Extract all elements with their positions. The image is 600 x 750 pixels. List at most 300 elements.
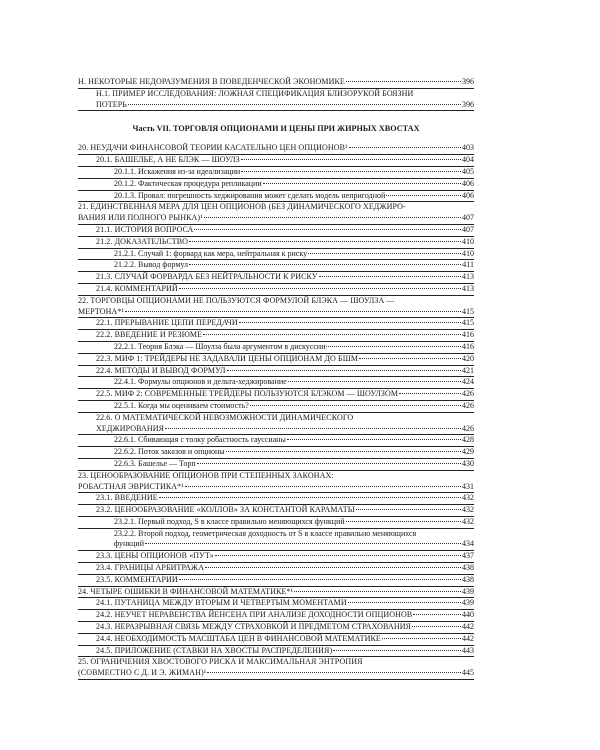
toc-entry[interactable] [78,529,474,552]
toc-entry-text: МИФ 2: СОВРЕМЕННЫЕ ТРЕЙДЕРЫ ПОЛЬЗУЮТСЯ БЛЭКОМ — ШОУЛЗОМ [114,389,399,399]
page-number: 415 [462,306,474,316]
page-number: 429 [462,447,474,457]
toc-entry-text: ТОРГОВЦЫ ОПЦИОНАМИ НЕ ПОЛЬЗУЮТСЯ ФОРМУЛОЙ БЛЭКА — ШОУЛЗА — [90,295,395,305]
toc-entry-title [96,634,381,645]
toc-entry-line [78,77,474,88]
page-number: 431 [462,481,474,491]
dot-leader [349,147,461,148]
toc-entry-text: НЕРАЗРЫВНАЯ СВЯЗЬ МЕЖДУ СТРАХОВКОЙ И ПРЕДМЕТОМ СТРАХОВАНИЯ [114,622,412,632]
toc-entry-number: 22.5.1. [114,400,136,410]
toc-entry-line [114,517,474,528]
toc-entry-number: 21.3. [96,272,113,282]
dot-leader [215,555,461,556]
toc-entry-line [78,668,474,679]
toc-entry-line-cont [114,529,474,540]
toc-entry-text: Поток заказов и опционы [138,447,225,457]
dot-leader [413,614,461,615]
toc-entry-line [96,598,474,609]
toc-entry-title [96,155,240,166]
toc-entry-line-cont [78,202,474,213]
toc-entry-title [114,447,225,458]
toc-entry-line [96,354,474,365]
dot-leader [128,104,461,105]
toc-entry[interactable] [78,202,474,225]
toc-entry-title [78,587,293,598]
toc-entry[interactable] [78,471,474,494]
toc-entry-line [78,307,474,318]
toc-entry-title [114,179,262,190]
toc-entry-number: 22.4.1. [114,377,136,387]
toc-entry-title [96,318,238,329]
dot-leader [356,509,461,510]
toc-entry[interactable] [78,634,474,646]
toc-entry-text: Случай 1: форвард как мера, нейтральная к риску [138,248,308,258]
toc-entry-line [114,539,474,550]
page-number: 407 [462,224,474,234]
toc-entry-title [96,413,353,424]
toc-entry-line [96,272,474,283]
toc-entry-title [78,296,395,307]
toc-entry-line-cont [78,296,474,307]
toc-entry-number: 25. [78,657,89,667]
toc-entry[interactable] [78,342,474,354]
toc-entry-number: Н. [78,77,86,86]
page-number: 437 [462,551,474,561]
toc-entry-line [96,284,474,295]
toc-entry-text: функций [114,539,144,549]
toc-entry[interactable] [78,447,474,459]
toc-entry-title [78,143,348,154]
toc-entry-text: НЕУДАЧИ ФИНАНСОВОЙ ТЕОРИИ КАСАТЕЛЬНО ЦЕН ОПЦИОНОВ¹ [90,143,348,153]
toc-entry-number: 22.6. [96,412,113,422]
page-number: 442 [462,633,474,643]
page-number: 396 [462,99,474,109]
dot-leader [346,521,461,522]
toc-entry-text: ПОТЕРЬ [96,99,127,109]
toc-entry[interactable] [78,622,474,634]
toc-entry-line [96,575,474,586]
toc-entry-line [96,330,474,341]
page-number: 443 [462,645,474,655]
dot-leader [194,229,461,230]
toc-entry[interactable] [78,517,474,529]
toc-entry-text: ОГРАНИЧЕНИЯ ХВОСТОВОГО РИСКА И МАКСИМАЛЬНАЯ ЭНТРОПИЯ [90,657,363,667]
dot-leader [197,463,461,464]
toc-entry-title [114,517,345,528]
toc-entry-line [96,551,474,562]
page-number: 420 [462,353,474,363]
toc-entry-title [78,668,206,679]
toc-entry-title [114,435,286,446]
page-number: 413 [462,283,474,293]
toc-entry-text: ДОКАЗАТЕЛЬСТВО [114,236,189,246]
dot-leader [348,602,461,603]
toc-entry-line [96,318,474,329]
toc-entry-line [96,622,474,633]
toc-entry[interactable] [78,459,474,471]
toc-entry[interactable] [78,354,474,366]
page-number: 404 [462,155,474,165]
toc-entry-text: МЕРТОНА*¹ [78,306,124,316]
toc-entry-text: СЛУЧАЙ ФОРВАРДА БЕЗ НЕЙТРАЛЬНОСТИ К РИСКУ [114,272,318,282]
toc-entry-number: 24.2. [96,610,113,620]
dot-leader [145,543,461,544]
toc-entry-number: 22.3. [96,353,113,363]
toc-entry-number: 21. [78,202,89,212]
toc-entry-title [96,389,398,400]
page-number: 410 [462,248,474,258]
page-number: 439 [462,598,474,608]
toc-entry-number: 20.1.1. [114,166,136,176]
toc-entry[interactable] [78,179,474,191]
page-number: 406 [462,178,474,188]
dot-leader [159,497,461,498]
dot-leader [263,183,461,184]
toc-entry[interactable] [78,551,474,563]
page-number: 432 [462,516,474,526]
page-number: 434 [462,539,474,549]
toc-entry[interactable] [78,598,474,610]
page-number: 406 [462,190,474,200]
toc-entry[interactable] [78,191,474,203]
toc-entry-line [114,342,474,353]
dot-leader [412,626,461,627]
toc-entry-title [96,598,347,609]
dot-leader [189,241,461,242]
page-number: 416 [462,341,474,351]
toc-entry[interactable] [78,493,474,505]
toc-entry-title [78,482,184,493]
dot-leader [346,81,461,82]
page-number: 439 [462,586,474,596]
toc-entry-text: О МАТЕМАТИЧЕСКОЙ НЕВОЗМОЖНОСТИ ДИНАМИЧЕСКОГО [114,412,354,422]
toc-entry-text: Башелье — Торп [138,458,196,468]
toc-entry-title [114,529,416,540]
page-number: 432 [462,505,474,515]
dot-leader [207,672,461,673]
toc-entry-number: Н.1. [96,88,111,98]
toc-entry-text: Вывод формул [138,260,189,270]
dot-leader [359,358,461,359]
toc-entry-number: 21.1. [96,224,113,234]
dot-leader [241,171,461,172]
toc-entry-text: ЦЕНООБРАЗОВАНИЕ ОПЦИОНОВ ПРИ СТЕПЕННЫХ ЗАКОНАХ: [90,470,334,480]
toc-entry[interactable] [78,563,474,575]
toc-entry[interactable] [78,155,474,167]
toc-entry-line-cont [78,471,474,482]
toc-entry-text: ВВЕДЕНИЕ [114,493,158,503]
toc-entry-number: 24.4. [96,633,113,643]
toc-entry-number: 22.2. [96,330,113,340]
toc-entry-text: НЕУЧЕТ НЕРАВЕНСТВА ЙЕНСЕНА ПРИ АНАЛИЗЕ ДОХОДНОСТИ ОПЦИОНОВ [114,610,413,620]
dot-leader [287,439,461,440]
toc-entry-text: ЕДИНСТВЕННАЯ МЕРА ДЛЯ ЦЕН ОПЦИОНОВ (БЕЗ ДИНАМИЧЕСКОГО ХЕДЖИРО- [90,202,406,212]
toc-entry-title [114,377,287,388]
toc-entry-text: ПРЕРЫВАНИЕ ЦЕПИ ПЕРЕДАЧИ [114,318,238,328]
toc-entry-number: 24. [78,586,89,596]
toc-entry-line [114,401,474,412]
dot-leader [319,276,461,277]
page-number: 416 [462,330,474,340]
page-number: 428 [462,435,474,445]
toc-entry-title [96,610,412,621]
toc-entry-line [96,225,474,236]
page-number: 426 [462,423,474,433]
toc-entry-line [96,505,474,516]
toc-entry[interactable] [78,143,474,155]
toc-entry-line [96,610,474,621]
page-number: 403 [462,143,474,153]
toc-entry-title [96,622,411,633]
toc-entry-number: 22.2.1. [114,341,136,351]
dot-leader [250,405,461,406]
page-number: 438 [462,563,474,573]
toc-entry[interactable] [78,366,474,378]
toc-entry-line-cont [96,413,474,424]
toc-entry-text: Формулы опционов и дельта-хеджирование [138,377,287,387]
toc-entry-line [114,447,474,458]
toc-entry[interactable] [78,296,474,319]
toc-entry-text: ЦЕНЫ ОПЦИОНОВ «ПУТ» [114,551,214,561]
toc-entry-title [96,563,204,574]
toc-entry-text: Теория Блэка — Шоулза была аргументом в дискуссии [138,341,326,351]
toc-entry-title [114,191,385,202]
toc-entry-title [114,539,144,550]
page-number: 405 [462,166,474,176]
toc-entry[interactable] [78,587,474,599]
toc-entry[interactable] [78,260,474,272]
toc-entry-title [114,167,240,178]
toc-entry-title [96,424,164,435]
toc-entry-text: ИСТОРИЯ ВОПРОСА [114,224,194,234]
toc-entry[interactable] [78,389,474,401]
toc-entry-number: 22.6.3. [114,458,136,468]
page-number: 426 [462,400,474,410]
page-number: 426 [462,389,474,399]
dot-leader [203,334,461,335]
toc-entry-number: 20.1. [96,155,113,165]
toc-entry-title [96,354,358,365]
toc-entry-title [96,100,127,111]
dot-leader [227,370,461,371]
toc-entry-text: ПРИМЕР ИССЛЕДОВАНИЯ: ЛОЖНАЯ СПЕЦИФИКАЦИЯ БЛИЗОРУКОЙ БОЯЗНИ [112,88,414,98]
toc-entry-text: НЕКОТОРЫЕ НЕДОРАЗУМЕНИЯ В ПОВЕДЕНЧЕСКОЙ ЭКОНОМИКЕ [88,77,345,86]
page-number: 415 [462,318,474,328]
dot-leader [189,264,461,265]
dot-leader [386,195,461,196]
toc-entry-number: 22.6.1. [114,435,136,445]
toc-entry-title [96,575,178,586]
toc-entry-title [78,77,345,88]
toc-entry[interactable] [78,377,474,389]
toc-entry-title [78,202,406,213]
toc-entry-line [114,377,474,388]
page-number: 442 [462,622,474,632]
part-heading: Часть VII. ТОРГОВЛЯ ОПЦИОНАМИ И ЦЕНЫ ПРИ ЖИРНЫХ ХВОСТАХ [132,124,420,134]
toc-entry-line [78,143,474,154]
toc-entry-number: 22.5. [96,389,113,399]
toc-entry-line [114,249,474,260]
toc-entry-title [96,225,193,236]
toc-entry-line [96,634,474,645]
toc-entry[interactable] [78,610,474,622]
toc-entry[interactable] [78,249,474,261]
toc-entry-text: РОБАСТНАЯ ЭВРИСТИКА*¹ [78,481,184,491]
toc-entry[interactable] [78,413,474,436]
toc-entry-title [78,213,203,224]
toc-entry-number: 23. [78,470,89,480]
toc-entry-line [96,646,474,657]
toc-entry[interactable] [78,330,474,342]
toc-entry-number: 22.6.2. [114,447,136,457]
toc-entry-text: Провал: погрешность хеджирования может сделать модель непригодной [138,190,386,200]
page-number: 396 [462,77,474,86]
toc-entry-text: КОММЕНТАРИИ [114,574,178,584]
toc-entry-number: 21.2. [96,236,113,246]
toc-entry-line [96,237,474,248]
dot-leader [399,393,461,394]
toc-entry[interactable] [78,89,474,112]
toc-entry-text: Когда мы оцениваем стоимость? [138,400,249,410]
toc-entry-text: ВАНИЯ ИЛИ ПОЛНОГО РЫНКА)¹ [78,213,203,223]
toc-entry-title [78,307,124,318]
toc-entry[interactable] [78,505,474,517]
toc-entry-title [96,505,355,516]
toc-entry-title [96,330,202,341]
toc-entry-title [114,249,307,260]
toc-entry-text: Сбивающая с толку робастность гауссианы [138,435,286,445]
toc-entry-text: ГРАНИЦЫ АРБИТРАЖА [114,563,205,573]
toc-entry[interactable] [78,225,474,237]
toc-entry-line [96,366,474,377]
page-number: 421 [462,365,474,375]
toc-entry-line [96,493,474,504]
page-number: 445 [462,668,474,678]
toc-entry-text: ПРИЛОЖЕНИЕ (СТАВКИ НА ХВОСТЫ РАСПРЕДЕЛЕНИЯ) [114,645,333,655]
page-number: 430 [462,458,474,468]
toc-entry-text: БАШЕЛЬЕ, А НЕ БЛЭК — ШОУЛЗ [114,155,240,165]
dot-leader [179,288,461,289]
toc-entry-line-cont [96,89,474,100]
toc-entry-line [96,563,474,574]
toc-entry-title [114,401,249,412]
page-number: 413 [462,272,474,282]
toc-entry-number: 24.3. [96,622,113,632]
toc-entry-number: 23.1. [96,493,113,503]
dot-leader [165,428,461,429]
toc-entry[interactable] [78,318,474,330]
toc-entry-title [114,342,325,353]
toc-entry-text: ВВЕДЕНИЕ И РЕЗЮМЕ [114,330,203,340]
toc-entry-number: 22.1. [96,318,113,328]
toc-entry-number: 24.5. [96,645,113,655]
toc-entry-number: 23.5. [96,574,113,584]
toc-entry-line [114,191,474,202]
toc-entry-number: 22.4. [96,365,113,375]
toc-entry-number: 23.3. [96,551,113,561]
toc-entry-line [96,155,474,166]
dot-leader [241,159,461,160]
toc-entry-title [96,646,332,657]
toc-entry-line [96,100,474,111]
toc-entry[interactable] [78,435,474,447]
dot-leader [226,451,461,452]
toc-entry-text: Искажения из-за идеализации [138,166,241,176]
toc-entry-number: 23.2.1. [114,516,136,526]
toc-entry-title [96,284,178,295]
toc-entry-number: 21.2.2. [114,260,136,270]
toc-entry-text: ЦЕНООБРАЗОВАНИЕ «КОЛЛОВ» ЗА КОНСТАНТОЙ КАРАМАТЫ [114,505,355,515]
page-number: 440 [462,610,474,620]
page-number: 411 [462,260,474,270]
toc-entry[interactable] [78,657,474,680]
toc-entry[interactable] [78,237,474,249]
toc-entry-line [114,459,474,470]
dot-leader [204,217,461,218]
toc-entry[interactable] [78,646,474,658]
page-number: 432 [462,493,474,503]
toc-entry-title [96,366,226,377]
dot-leader [333,650,461,651]
table-of-contents [78,77,474,680]
toc-entry[interactable] [78,284,474,296]
dot-leader [294,591,461,592]
dot-leader [185,486,461,487]
toc-entry-text: НЕОБХОДИМОСТЬ МАСШТАБА ЦЕН В ФИНАНСОВОЙ МАТЕМАТИКЕ [114,633,381,643]
dot-leader [125,311,461,312]
toc-entry-number: 21.4. [96,283,113,293]
toc-entry-title [96,237,188,248]
toc-entry-number: 23.2.2. [114,528,136,538]
toc-entry[interactable] [78,401,474,413]
page-number: 407 [462,213,474,223]
page-number: 410 [462,236,474,246]
toc-entry-text: ХЕДЖИРОВАНИЯ [96,423,165,433]
toc-entry-number: 20. [78,143,89,153]
toc-entry-number: 23.4. [96,563,113,573]
toc-entry-text: КОММЕНТАРИЙ [114,283,178,293]
toc-entry-text: Второй подход, геометрическая доходность от S в классе правильно меняющихся [138,528,417,538]
toc-entry-title [96,272,318,283]
toc-entry-line [78,587,474,598]
toc-entry-title [96,493,158,504]
toc-entry-title [96,551,214,562]
toc-entry-text: ЧЕТЫРЕ ОШИБКИ В ФИНАНСОВОЙ МАТЕМАТИКЕ*¹ [90,586,294,596]
toc-entry-title [96,89,413,100]
toc-entry-line [78,482,474,493]
toc-entry[interactable] [78,575,474,587]
toc-entry-number: 24.1. [96,598,113,608]
toc-entry-number: 21.2.1. [114,248,136,258]
toc-entry-text: Фактическая процедура репликации [138,178,262,188]
toc-entry-line [114,179,474,190]
dot-leader [308,253,461,254]
toc-entry-line [96,389,474,400]
dot-leader [326,346,461,347]
toc-entry-title [114,260,188,271]
toc-entry[interactable] [78,272,474,284]
page-number: 424 [462,377,474,387]
toc-entry-text: Первый подход, S в классе правильно меняющихся функций [138,516,345,526]
toc-entry-text: ПУТАНИЦА МЕЖДУ ВТОРЫМ И ЧЕТВЕРТЫМ МОМЕНТАМИ [114,598,347,608]
toc-entry-title [78,471,334,482]
toc-entry[interactable] [78,167,474,179]
toc-entry-text: (СОВМЕСТНО С Д. И Э. ЖИМАН)¹ [78,668,207,678]
toc-entry-line [114,260,474,271]
toc-entry[interactable] [78,77,474,89]
toc-entry-number: 20.1.3. [114,190,136,200]
page-number: 438 [462,574,474,584]
